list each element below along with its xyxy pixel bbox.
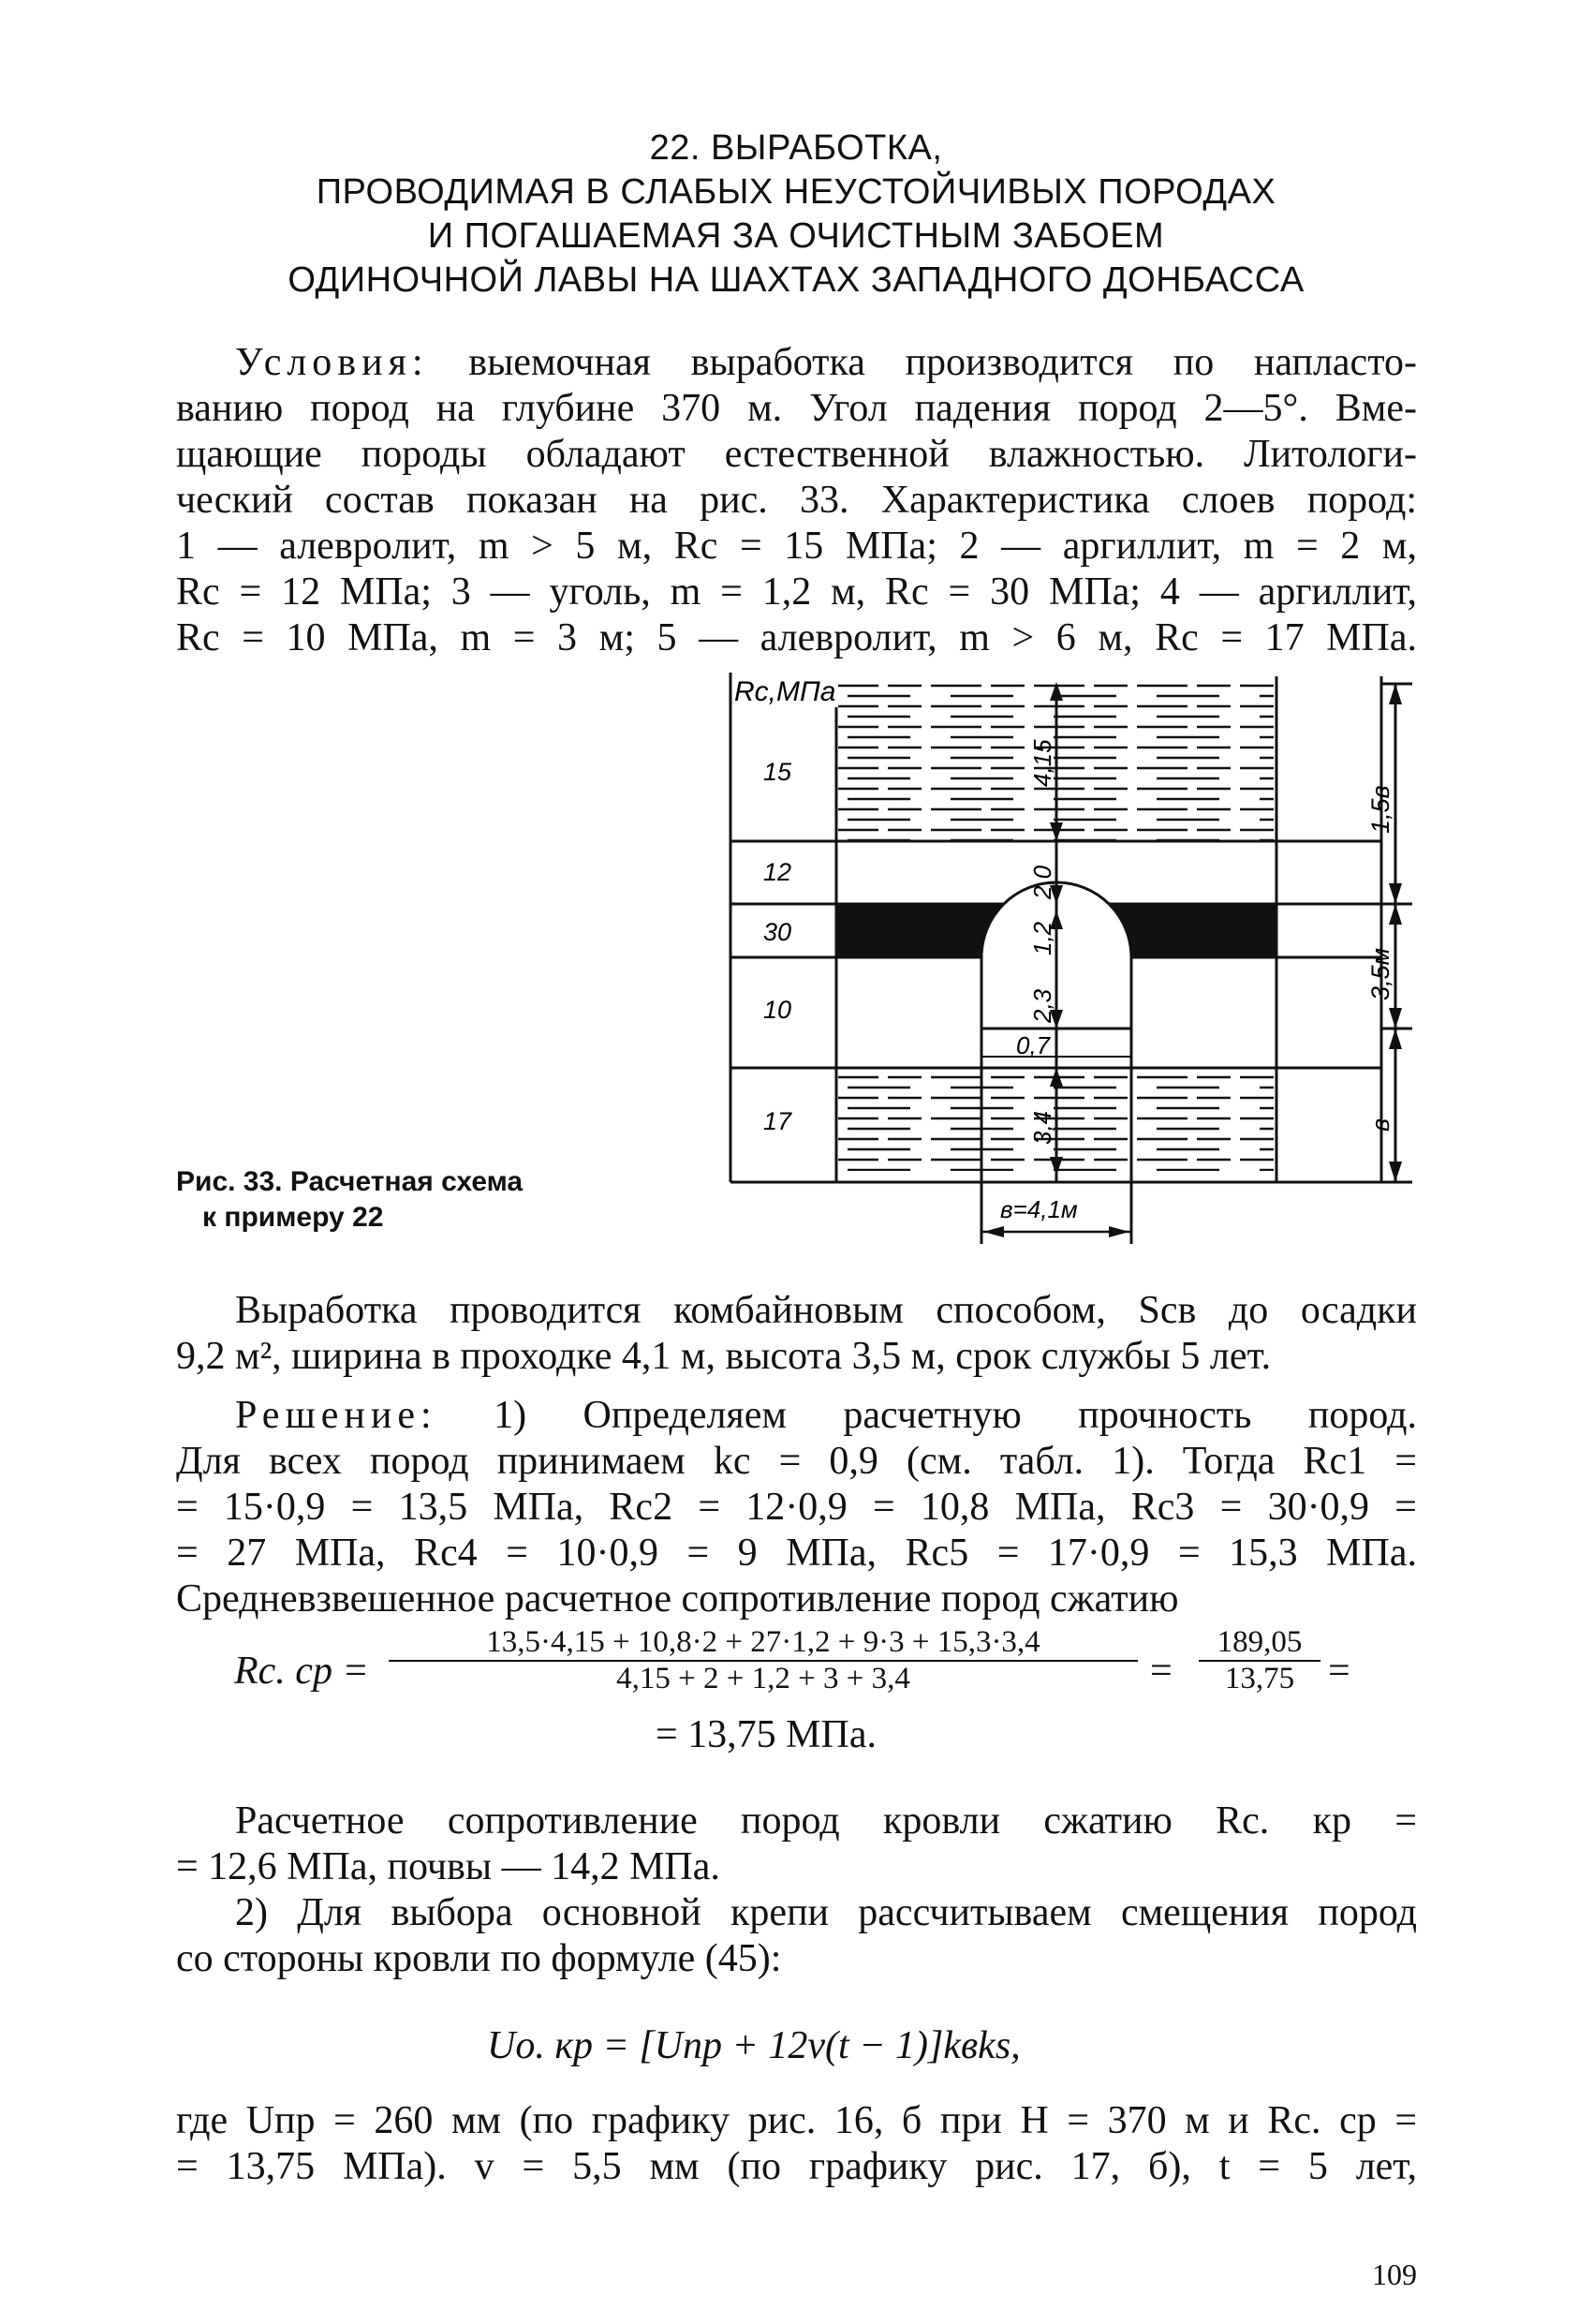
solution-paragraph: Решение: 1) Определяем расчетную прочность пород. Для всех пород принимаем kc = 0,9 (см. табл. 1). Тогда Rc1 = = 15·0,9 = 13,5 МПа, Rc2 = 12·0,9 = 10,8 МПа, Rc3 = 30·0,9 = = 27 МПа, Rc4 = 10·0,9 = 9 МПа, Rc5 = 17·0,9 = 15,3 МПа. Средневзвешенное расчетное сопротивление пород сжатию (176, 1394, 1417, 1621)
conditions-text: ческий состав показан на рис. 33. Характеристика слоев пород: (176, 479, 1417, 522)
conditions-label: Условия: (235, 341, 429, 384)
figure-caption: Рис. 33. Расчетная схема к примеру 22 (176, 1166, 524, 1233)
strength-label: 12 (763, 858, 792, 886)
dim-label: 2,3 (1028, 988, 1056, 1023)
axis-label: Rc,МПа (734, 676, 836, 707)
heading-line: ОДИНОЧНОЙ ЛАВЫ НА ШАХТАХ ЗАПАДНОГО ДОНБАССА (288, 260, 1305, 300)
page-number: 109 (1372, 2257, 1417, 2291)
dim-label: 1,5в (1366, 785, 1394, 834)
formula-denominator: 4,15 + 2 + 1,2 + 3 + 3,4 (616, 1662, 910, 1695)
dim-label: 2,0 (1028, 865, 1056, 899)
where-paragraph: где Uпр = 260 мм (по графику рис. 16, б при H = 370 м и Rc. ср = = 13,75 МПа). v = 5,5 мм (по графику рис. 17, б), t = 5 лет, (176, 2099, 1417, 2188)
heading-line: 22. ВЫРАБОТКА, (649, 128, 943, 168)
conditions-text: Rc = 12 МПа; 3 — уголь, m = 1,2 м, Rc = 30 МПа; 4 — аргиллит, (176, 570, 1417, 614)
strength-label: 10 (763, 996, 792, 1024)
solution-label: Решение: (235, 1394, 437, 1437)
method-paragraph: Выработка проводится комбайновым способом, Sсв до осадки 9,2 м², ширина в проходке 4,1 м, высота 3,5 м, срок службы 5 лет. (176, 1289, 1417, 1378)
dim-label: 1,2 (1028, 921, 1056, 955)
heading-line: И ПОГАШАЕМАЯ ЗА ОЧИСТНЫМ ЗАБОЕМ (427, 216, 1165, 256)
strength-label: 15 (763, 758, 792, 786)
dim-label: 3,5м (1366, 947, 1394, 1000)
dim-label: в (1366, 1118, 1394, 1132)
dim-label: 0,7 (1016, 1031, 1051, 1059)
roof-paragraph: Расчетное сопротивление пород кровли сжатию Rc. кр = = 12,6 МПа, почвы — 14,2 МПа. 2) Для выбора основной крепи рассчитываем смещения пород со стороны кровли по формуле (45): (176, 1799, 1417, 1980)
dim-label: 4,15 (1028, 739, 1056, 787)
conditions-text: щающие породы обладают естественной влажностью. Литологи- (176, 433, 1417, 476)
heading-line: ПРОВОДИМАЯ В СЛАБЫХ НЕУСТОЙЧИВЫХ ПОРОДАХ (316, 172, 1276, 212)
conditions-text: Rc = 10 МПа, m = 3 м; 5 — алевролит, m > 6 м, Rc = 17 МПа. (176, 616, 1417, 659)
strength-label: 30 (763, 918, 792, 946)
conditions-text: выемочная выработка производится по напласто- (468, 341, 1417, 384)
width-label: в=4,1м (1000, 1195, 1078, 1223)
dim-label: 3,4 (1028, 1110, 1056, 1145)
displacement-formula: Uо. кр = [Uпр + 12v(t − 1)]kвks, (487, 2024, 1021, 2067)
formula-numerator: 13,5·4,15 + 10,8·2 + 27·1,2 + 9·3 + 15,3·3,4 (389, 1625, 1138, 1662)
formula-result: = 13,75 МПа. (656, 1713, 878, 1756)
conditions-text: ванию пород на глубине 370 м. Угол падения пород 2—5°. Вме- (176, 387, 1417, 430)
conditions-text: 1 — алевролит, m > 5 м, Rc = 15 МПа; 2 — аргиллит, m = 2 м, (176, 525, 1417, 568)
strength-label: 17 (763, 1107, 792, 1135)
